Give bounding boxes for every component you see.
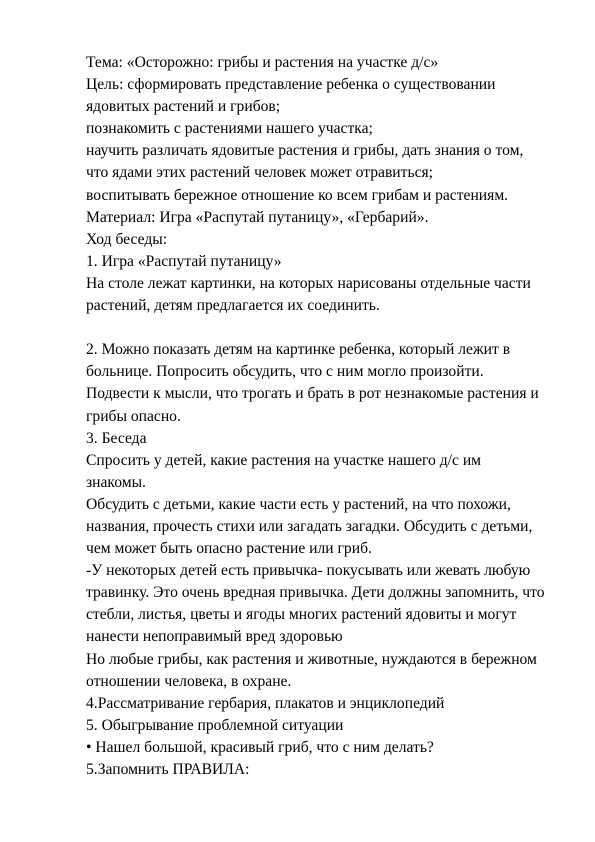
topic-line: Тема: «Осторожно: грибы и растения на участке д/с» xyxy=(86,54,439,71)
habit-paragraph-line-4: нанести непоправимый вред здоровью xyxy=(86,628,343,646)
protection-paragraph-continued: отношении человека, в охране. xyxy=(86,672,292,690)
situation-bullet: • Нашел большой, красивый гриб, что с ним делать? xyxy=(86,738,434,756)
goal-item-acquaint: познакомить с растениями нашего участка; xyxy=(86,120,373,138)
conversation-heading: Ход беседы: xyxy=(86,230,168,248)
habit-paragraph: -У некоторых детей есть привычка- покусывать или жевать любую xyxy=(86,562,531,580)
goal-item-distinguish: научить различать ядовитые растения и грибы, дать знания о том, xyxy=(86,142,524,160)
goal-item-distinguish-continued: что ядами этих растений человек может отравиться; xyxy=(86,164,434,182)
step-2-text-continued: больнице. Попросить обсудить, что с ним могло произойти. xyxy=(86,363,484,381)
step-2-text: 2. Можно показать детям на картинке ребенка, который лежит в xyxy=(86,341,511,359)
goal-line: Цель: сформировать представление ребенка о существовании xyxy=(86,76,496,94)
document-body xyxy=(86,52,556,781)
step-2-conclusion-continued: грибы опасно. xyxy=(86,407,181,425)
step-5-heading: 5. Обыгрывание проблемной ситуации xyxy=(86,716,344,734)
blank-line xyxy=(86,317,556,339)
step-3-discussion: Обсудить с детьми, какие части есть у растений, на что похожи, xyxy=(86,495,511,513)
step-3-question-continued: знакомы. xyxy=(86,473,146,491)
habit-paragraph-line-3: стебли, листья, цветы и ягоды многих растений ядовиты и могут xyxy=(86,606,517,624)
habit-paragraph-line-2: травинку. Это очень вредная привычка. Дети должны запомнить, что xyxy=(86,584,545,602)
rules-heading: 5.Запомнить ПРАВИЛА: xyxy=(86,761,250,778)
step-1-heading: 1. Игра «Распутай путаницу» xyxy=(86,252,282,270)
step-3-discussion-continued: названия, прочесть стихи или загадать загадки. Обсудить с детьми, xyxy=(86,517,533,535)
materials-line: Материал: Игра «Распутай путаницу», «Гербарий». xyxy=(86,208,429,226)
goal-line-continued: ядовитых растений и грибов; xyxy=(86,98,281,116)
goal-item-nurture: воспитывать бережное отношение ко всем грибам и растениям. xyxy=(86,186,509,204)
step-2-conclusion: Подвести к мысли, что трогать и брать в рот незнакомые растения и xyxy=(86,385,539,403)
step-3-discussion-end: чем может быть опасно растение или гриб. xyxy=(86,540,372,558)
protection-paragraph: Но любые грибы, как растения и животные, нуждаются в бережном xyxy=(86,650,537,668)
step-3-heading: 3. Беседа xyxy=(86,429,147,447)
step-1-text: На столе лежат картинки, на которых нарисованы отдельные части xyxy=(86,274,531,292)
step-1-text-continued: растений, детям предлагается их соединить. xyxy=(86,297,380,315)
step-4-heading: 4.Рассматривание гербария, плакатов и энциклопедий xyxy=(86,694,445,712)
step-3-question: Спросить у детей, какие растения на участке нашего д/с им xyxy=(86,451,482,469)
